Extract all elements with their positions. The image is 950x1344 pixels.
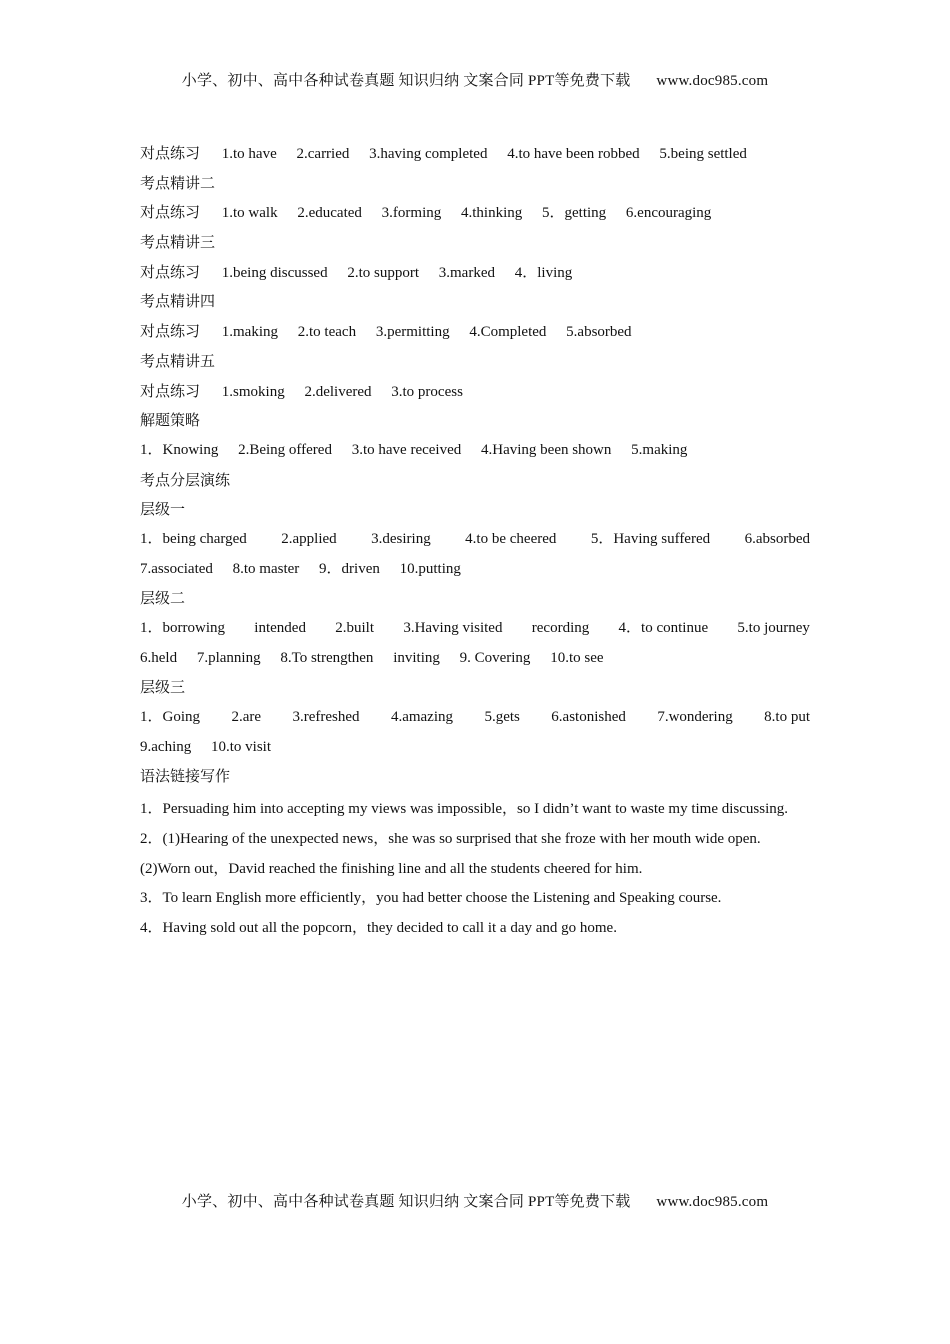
level3-row1 xyxy=(140,706,810,736)
section-title: 考点分层演练 xyxy=(140,470,231,489)
answer: 6.absorbed xyxy=(744,530,810,547)
practice-label: 对点练习 xyxy=(140,203,201,222)
answer: 4.to be cheered xyxy=(465,530,557,547)
writing-answer-3: 3．To learn English more efficiently，you had better choose the Listening and Speaking course. xyxy=(140,890,722,907)
answer: 5.absorbed xyxy=(566,324,632,341)
practice-label: 对点练习 xyxy=(140,381,201,400)
section-title: 考点精讲四 xyxy=(140,292,216,311)
answer: 5.to journey xyxy=(737,620,810,636)
writing-answer-1: 1．Persuading him into accepting my views was impossible，so I didn’t want to waste my time discussing. xyxy=(140,801,788,818)
answer: 3.to process xyxy=(391,383,463,400)
level2-row2 xyxy=(140,647,810,677)
writing-answer-2: 2．(1)Hearing of the unexpected news，she was so surprised that she froze with her mouth wide open. xyxy=(140,830,761,847)
answer: 8.to put xyxy=(764,709,810,726)
strategy-row xyxy=(140,439,810,469)
s2-practice-row xyxy=(140,201,810,231)
answer: 5.being settled xyxy=(659,146,747,162)
answer: 2.to support xyxy=(347,264,420,281)
answer: 4.amazing xyxy=(390,709,453,726)
level-title: 层级一 xyxy=(140,500,186,519)
answer: 5.making xyxy=(631,441,688,458)
answer: 10.putting xyxy=(399,560,461,577)
section-title: 考点精讲三 xyxy=(140,233,216,252)
answer: 6.astonished xyxy=(551,709,626,726)
answer: 2.delivered xyxy=(304,383,372,400)
level-title: 层级二 xyxy=(140,589,186,608)
footer-text: 小学、初中、高中各种试卷真题 知识归纳 文案合同 PPT等免费下载 xyxy=(181,1194,631,1210)
section-title: 语法链接写作 xyxy=(140,767,231,786)
answer: 8.To strengthen xyxy=(280,649,374,666)
answer: 3.marked xyxy=(438,264,495,281)
answer: 7.associated xyxy=(140,560,213,577)
answer: inviting xyxy=(393,649,440,666)
answer: 1.making xyxy=(221,324,279,341)
answer: 4.Completed xyxy=(469,324,547,341)
answer: 8.to master xyxy=(232,560,300,577)
answer: 1．Knowing xyxy=(140,441,219,458)
practice-label: 对点练习 xyxy=(140,262,201,281)
answer: 1.smoking xyxy=(221,383,285,400)
answer: 2.Being offered xyxy=(238,441,332,458)
answer: 7.planning xyxy=(196,649,261,666)
answer: 4.Having been shown xyxy=(481,441,612,458)
header-text: 小学、初中、高中各种试卷真题 知识归纳 文案合同 PPT等免费下载 xyxy=(181,73,631,89)
section-title: 解题策略 xyxy=(140,411,201,430)
answer: 2.applied xyxy=(281,530,337,547)
answer: 3.to have received xyxy=(351,441,462,458)
page-footer xyxy=(0,1190,950,1211)
answer: 3.forming xyxy=(381,205,442,222)
answer: 10.to see xyxy=(550,649,604,666)
answer: 1.to walk xyxy=(221,205,278,222)
page-header xyxy=(0,69,950,90)
answer: 2.are xyxy=(231,709,262,726)
answer: 3.Having visited xyxy=(403,620,503,636)
level3-row2 xyxy=(140,736,810,766)
s5-practice-row xyxy=(140,380,810,410)
s1-practice-row xyxy=(140,142,810,172)
header-url[interactable]: www.doc985.com xyxy=(656,73,769,89)
answer: 2.built xyxy=(335,620,375,636)
answer: 4.thinking xyxy=(460,205,523,222)
section-title: 考点精讲五 xyxy=(140,351,216,370)
level-title: 层级三 xyxy=(140,678,186,697)
answer: 3.having completed xyxy=(369,146,488,162)
answer: 5．getting xyxy=(542,205,607,222)
practice-label: 对点练习 xyxy=(140,144,201,162)
answer: 7.wondering xyxy=(657,709,733,726)
answer: 4．to continue xyxy=(618,620,709,636)
answer: 4.to have been robbed xyxy=(507,146,640,162)
answer: 2.carried xyxy=(296,146,350,162)
answer: 3.refreshed xyxy=(292,709,360,726)
s4-practice-row xyxy=(140,320,810,350)
answer: 1.being discussed xyxy=(221,264,328,281)
answer: 1.to have xyxy=(221,146,277,162)
footer-url[interactable]: www.doc985.com xyxy=(656,1194,769,1210)
answer: 6.held xyxy=(140,649,178,666)
answer: 6.encouraging xyxy=(625,205,712,222)
answer: 2.to teach xyxy=(297,324,357,341)
answer: 9.aching xyxy=(140,738,192,755)
answer: 1．borrowing xyxy=(140,620,225,636)
answer: 9．driven xyxy=(319,560,380,577)
level1-row1 xyxy=(140,528,810,558)
answer: 2.educated xyxy=(297,205,362,222)
answer: 9. Covering xyxy=(459,649,531,666)
answer: 1．Going xyxy=(140,709,201,726)
answer: 3.permitting xyxy=(375,324,450,341)
level2-row1 xyxy=(140,617,810,647)
writing-answer-4: 4．Having sold out all the popcorn，they decided to call it a day and go home. xyxy=(140,919,617,936)
level1-row2 xyxy=(140,558,810,588)
section-title: 考点精讲二 xyxy=(140,173,216,192)
answer: 1．being charged xyxy=(140,530,247,547)
answer: 5.gets xyxy=(484,709,520,726)
answer: 10.to visit xyxy=(210,738,271,755)
practice-label: 对点练习 xyxy=(140,322,201,341)
s3-practice-row xyxy=(140,261,810,291)
answer: 5．Having suffered xyxy=(590,530,711,547)
answer: 4．living xyxy=(514,264,573,281)
answer: recording xyxy=(531,620,590,636)
answer: 3.desiring xyxy=(371,530,431,547)
answer: intended xyxy=(254,620,306,636)
writing-answer-2b: (2)Worn out，David reached the finishing line and all the students cheered for him. xyxy=(140,860,643,877)
answer-key xyxy=(140,142,810,944)
